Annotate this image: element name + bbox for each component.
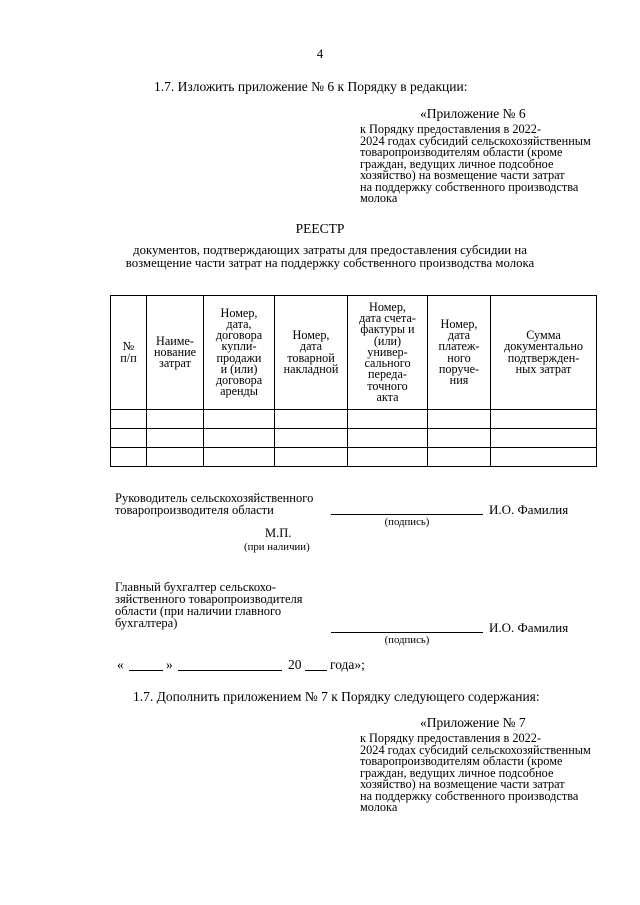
appendix-line: хозяйство) на возмещение части затрат xyxy=(360,777,565,791)
table-row xyxy=(111,448,597,467)
item-paragraph: 1.7. Дополнить приложением № 7 к Порядку следующего содержания: xyxy=(133,689,540,704)
head-signature-caption: (подпись) xyxy=(384,516,430,528)
register-table xyxy=(110,295,597,467)
label-line: области (при наличии главного xyxy=(115,604,282,618)
table-cell xyxy=(147,410,204,429)
table-row xyxy=(111,429,597,448)
table-cell xyxy=(111,429,147,448)
accountant-signature-name: И.О. Фамилия xyxy=(489,620,569,635)
appendix-body xyxy=(360,124,610,205)
appendix-line: хозяйство) на возмещение части затрат xyxy=(360,168,565,182)
label-line: бухгалтера) xyxy=(115,616,178,630)
date-year-suffix: года»; xyxy=(330,657,365,672)
column-header: Номер, дата товарной накладной xyxy=(275,296,348,410)
appendix-line: на поддержку собственного производства xyxy=(360,179,579,194)
table-cell xyxy=(275,429,348,448)
appendix-line: на поддержку собственного производства xyxy=(360,788,579,803)
table-row xyxy=(111,410,597,429)
label-line: товаропроизводителя области xyxy=(115,503,274,517)
column-header: Номер, дата счета- фактуры и (или) универ- сального переда- точного акта xyxy=(348,296,428,410)
column-header: Номер, дата, договора купли- продажи и (или) договора аренды xyxy=(204,296,275,410)
table-cell xyxy=(428,410,491,429)
table-cell xyxy=(491,429,597,448)
stamp-label: М.П. xyxy=(265,526,292,540)
appendix-line: к Порядку предоставления в 2022- xyxy=(360,731,542,745)
appendix-line: товаропроизводителям области (кроме xyxy=(360,145,563,159)
column-header: Наиме- нование затрат xyxy=(147,296,204,410)
appendix-line: граждан, ведущих личное подсобное xyxy=(360,765,554,780)
table-cell xyxy=(204,448,275,467)
register-title: РЕЕСТР xyxy=(295,221,345,236)
appendix-line: 2024 годах субсидий сельскохозяйственным xyxy=(360,742,591,757)
table-cell xyxy=(428,429,491,448)
head-signature-line xyxy=(331,514,483,515)
stamp-note: (при наличии) xyxy=(244,541,310,553)
column-header: № п/п xyxy=(111,296,147,410)
date-close-quote: » xyxy=(166,657,173,672)
appendix-line: к Порядку предоставления в 2022- xyxy=(360,122,542,136)
accountant-signature-line xyxy=(331,632,483,633)
date-month-blank xyxy=(178,670,282,671)
table-cell xyxy=(348,448,428,467)
label-line: Главный бухгалтер сельскохо- xyxy=(115,580,276,594)
date-open-quote: « xyxy=(117,657,124,672)
register-subtitle xyxy=(100,244,560,270)
appendix-line: молока xyxy=(360,191,398,205)
label-line: Руководитель сельскохозяйственного xyxy=(115,491,314,505)
register-subtitle-line: возмещение части затрат на поддержку собственного производства молока xyxy=(125,256,535,270)
register-subtitle-line: документов, подтверждающих затраты для предоставления субсидии на xyxy=(133,243,527,257)
table-cell xyxy=(491,448,597,467)
appendix-title: «Приложение № 7 xyxy=(420,715,526,730)
table-cell xyxy=(348,410,428,429)
appendix-line: граждан, ведущих личное подсобное xyxy=(360,156,554,171)
column-header: Номер, дата платеж- ного поруче- ния xyxy=(428,296,491,410)
appendix-title: «Приложение № 6 xyxy=(420,106,526,121)
table-header-row xyxy=(111,296,597,410)
accountant-signature-caption: (подпись) xyxy=(384,634,430,646)
table-cell xyxy=(147,448,204,467)
table-cell xyxy=(204,429,275,448)
table-cell xyxy=(147,429,204,448)
appendix-body xyxy=(360,733,610,814)
table-cell xyxy=(111,448,147,467)
head-signature-label xyxy=(115,492,313,516)
date-day-blank xyxy=(129,670,163,671)
table-cell xyxy=(275,448,348,467)
table-cell xyxy=(204,410,275,429)
date-year-prefix: 20 xyxy=(288,657,302,672)
head-signature-name: И.О. Фамилия xyxy=(489,502,569,517)
label-line: зяйственного товаропроизводителя xyxy=(115,592,303,606)
accountant-signature-label xyxy=(115,581,303,629)
appendix-line: 2024 годах субсидий сельскохозяйственным xyxy=(360,133,591,148)
date-year-blank xyxy=(305,670,327,671)
table-cell xyxy=(428,448,491,467)
table-cell xyxy=(348,429,428,448)
item-paragraph: 1.7. Изложить приложение № 6 к Порядку в редакции: xyxy=(154,79,468,94)
table-cell xyxy=(111,410,147,429)
appendix-line: товаропроизводителям области (кроме xyxy=(360,754,563,768)
table-cell xyxy=(275,410,348,429)
page-number: 4 xyxy=(316,46,324,61)
column-header: Сумма документально подтвержден- ных затрат xyxy=(491,296,597,410)
appendix-line: молока xyxy=(360,800,398,814)
table-cell xyxy=(491,410,597,429)
